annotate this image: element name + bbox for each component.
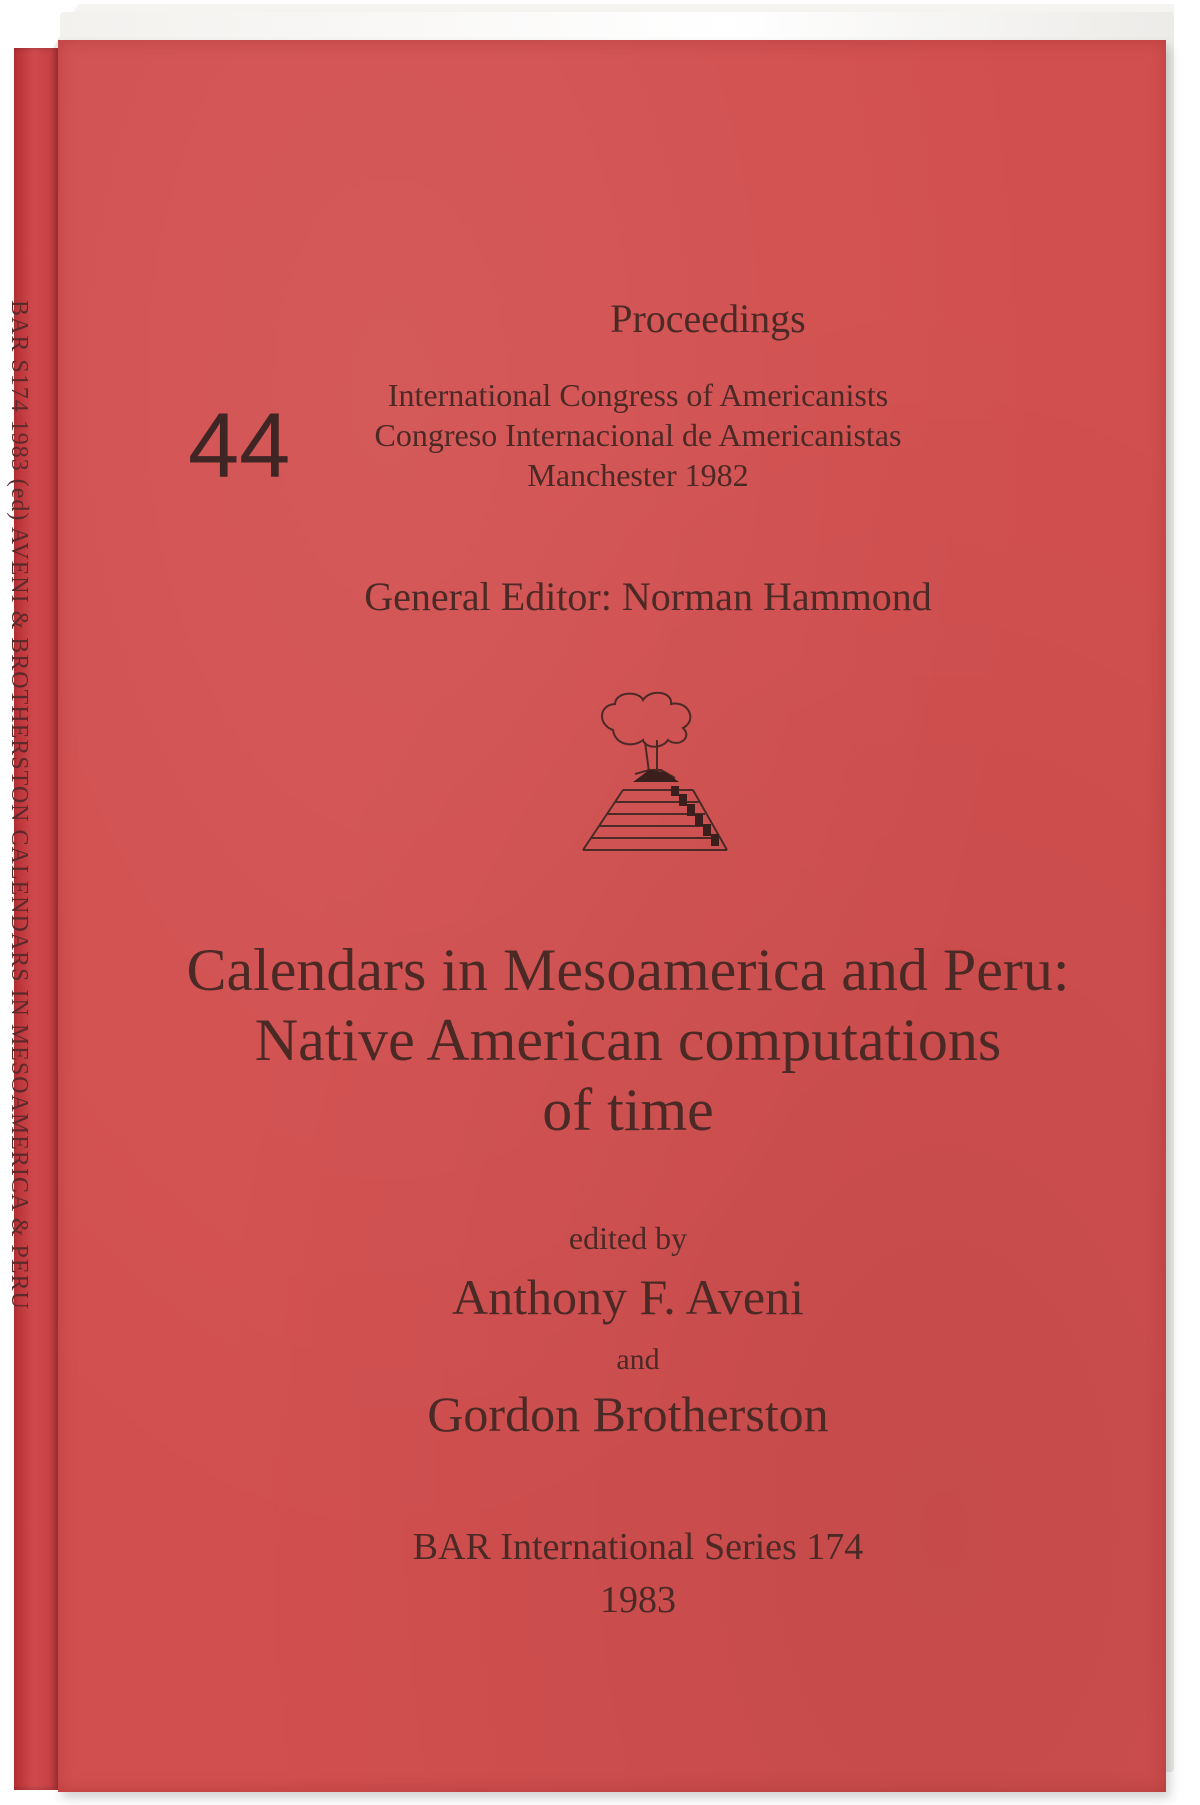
series-label: BAR International Series 174 <box>412 1526 864 1568</box>
front-cover <box>58 40 1166 1792</box>
volume-number: 44 <box>188 395 291 497</box>
congress-info <box>318 375 958 495</box>
congress-line-es: Congreso Internacional de Americanistas <box>374 417 902 453</box>
title-line-1: Calendars in Mesoamerica and Peru: <box>186 937 1070 1003</box>
book-title <box>88 935 1168 1145</box>
and-label: and <box>616 1343 660 1376</box>
congress-line-en: International Congress of Americanists <box>387 377 889 413</box>
editor-name-2: Gordon Brotherston <box>427 1386 829 1442</box>
edited-by-label: edited by <box>568 1220 688 1256</box>
pyramid-volcano-icon <box>553 690 753 860</box>
publication-year: 1983 <box>600 1579 676 1621</box>
spine-text: BAR S174 1983 (ed) AVENI & BROTHERSTON CALENDARS IN MESOAMERICA & PERU <box>6 300 32 1310</box>
congress-location: Manchester 1982 <box>527 457 749 493</box>
title-line-2: Native American computations <box>254 1007 1002 1073</box>
general-editor: General Editor: Norman Hammond <box>364 574 932 619</box>
editor-name-1: Anthony F. Aveni <box>451 1269 805 1325</box>
proceedings-label: Proceedings <box>610 296 806 341</box>
title-line-3: of time <box>542 1077 714 1143</box>
